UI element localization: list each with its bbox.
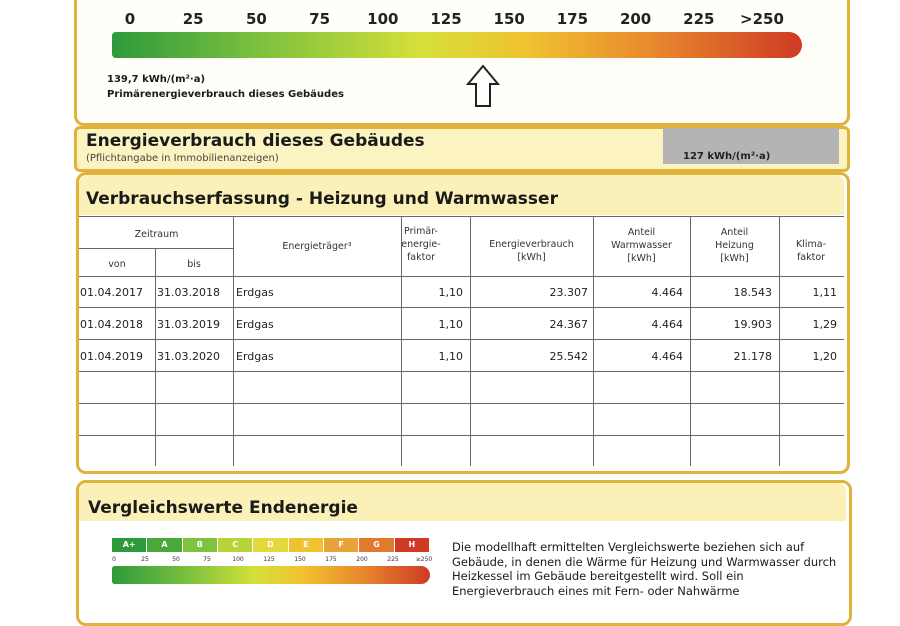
comparison-tick: 175 [325, 556, 337, 563]
cell-climate: 1,29 [812, 318, 837, 331]
scale-tick-top: 225 [683, 10, 715, 28]
cell-from: 01.04.2017 [80, 286, 143, 299]
comparison-tick: ≥250 [415, 556, 433, 563]
comparison-tick: 75 [203, 556, 211, 563]
efficiency-class-b: B [183, 538, 217, 552]
cell-hot-water: 4.464 [651, 286, 683, 299]
efficiency-class-a-plus: A+ [112, 538, 146, 552]
header-climate: Klima- faktor [795, 239, 826, 263]
scale-tick-top: 50 [245, 10, 267, 28]
comparison-color-scale [112, 566, 430, 584]
energy-consumption-subtitle: (Pflichtangabe in Immobilienanzeigen) [86, 153, 279, 164]
header-carrier: Energieträger³ [282, 241, 352, 252]
scale-tick-top: 0 [124, 10, 136, 28]
cell-factor: 1,10 [438, 318, 463, 331]
efficiency-class-c: C [218, 538, 252, 552]
cell-hot-water: 4.464 [651, 318, 683, 331]
comparison-tick: 100 [232, 556, 244, 563]
cell-to: 31.03.2018 [157, 286, 220, 299]
header-to: bis [187, 259, 201, 270]
scale-tick-top: 175 [556, 10, 589, 28]
cell-consumption: 23.307 [549, 286, 588, 299]
primary-energy-value: 139,7 kWh/(m²·a) [107, 74, 206, 85]
cell-factor: 1,10 [438, 350, 463, 363]
comparison-tick: 125 [263, 556, 275, 563]
cell-to: 31.03.2019 [157, 318, 220, 331]
comparison-tick: 150 [294, 556, 306, 563]
scale-tick-top: >250 [740, 10, 784, 28]
cell-carrier: Erdgas [236, 286, 274, 299]
consumption-table-title: Verbrauchserfassung - Heizung und Warmwasser [86, 189, 558, 209]
arrow-up-icon [466, 64, 500, 112]
header-consumption: Energieverbrauch [kWh] [489, 239, 574, 263]
header-period: Zeitraum [134, 229, 179, 240]
cell-carrier: Erdgas [236, 318, 274, 331]
efficiency-class-d: D [253, 538, 287, 552]
comparison-tick: 25 [141, 556, 149, 563]
cell-to: 31.03.2020 [157, 350, 220, 363]
cell-factor: 1,10 [438, 286, 463, 299]
efficiency-class-g: G [359, 538, 393, 552]
efficiency-class-e: E [289, 538, 323, 552]
cell-heating: 18.543 [733, 286, 772, 299]
efficiency-class-h: H [395, 538, 429, 552]
comparison-description: Die modellhaft ermittelten Vergleichswerte beziehen sich auf Gebäude, in denen die Wärme für Heizung und Warmwasser durch Heizkessel im Gebäude bereitgestellt wird. Soll ein Energieverbrauch eines mit Fern- oder Nahwärme [452, 540, 837, 598]
header-hot-water: Anteil Warmwasser [kWh] [611, 227, 672, 264]
energy-color-scale [112, 32, 802, 58]
header-from: von [108, 259, 126, 270]
cell-heating: 19.903 [733, 318, 772, 331]
comparison-tick: 0 [112, 556, 116, 563]
scale-tick-top: 200 [619, 10, 652, 28]
comparison-tick: 200 [356, 556, 368, 563]
efficiency-class-f: F [324, 538, 358, 552]
cell-carrier: Erdgas [236, 350, 274, 363]
scale-tick-top: 125 [430, 10, 462, 28]
header-factor: Primär- energie- faktor [401, 226, 441, 263]
efficiency-class-a: A [147, 538, 181, 552]
cell-consumption: 25.542 [549, 350, 588, 363]
header-heating: Anteil Heizung [kWh] [715, 227, 754, 264]
cell-heating: 21.178 [733, 350, 772, 363]
cell-climate: 1,20 [812, 350, 837, 363]
scale-tick-top: 75 [309, 10, 331, 28]
consumption-value: 127 kWh/(m²·a) [683, 151, 771, 162]
primary-energy-label: Primärenergieverbrauch dieses Gebäudes [107, 89, 344, 100]
scale-tick-top: 25 [182, 10, 204, 28]
cell-from: 01.04.2018 [80, 318, 143, 331]
comparison-tick: 225 [387, 556, 399, 563]
comparison-tick: 50 [172, 556, 180, 563]
cell-climate: 1,11 [812, 286, 837, 299]
cell-from: 01.04.2019 [80, 350, 143, 363]
scale-tick-top: 150 [493, 10, 525, 28]
scale-tick-top: 100 [367, 10, 399, 28]
energy-consumption-title: Energieverbrauch dieses Gebäudes [86, 131, 425, 151]
cell-hot-water: 4.464 [651, 350, 683, 363]
comparison-title: Vergleichswerte Endenergie [88, 498, 358, 518]
cell-consumption: 24.367 [549, 318, 588, 331]
